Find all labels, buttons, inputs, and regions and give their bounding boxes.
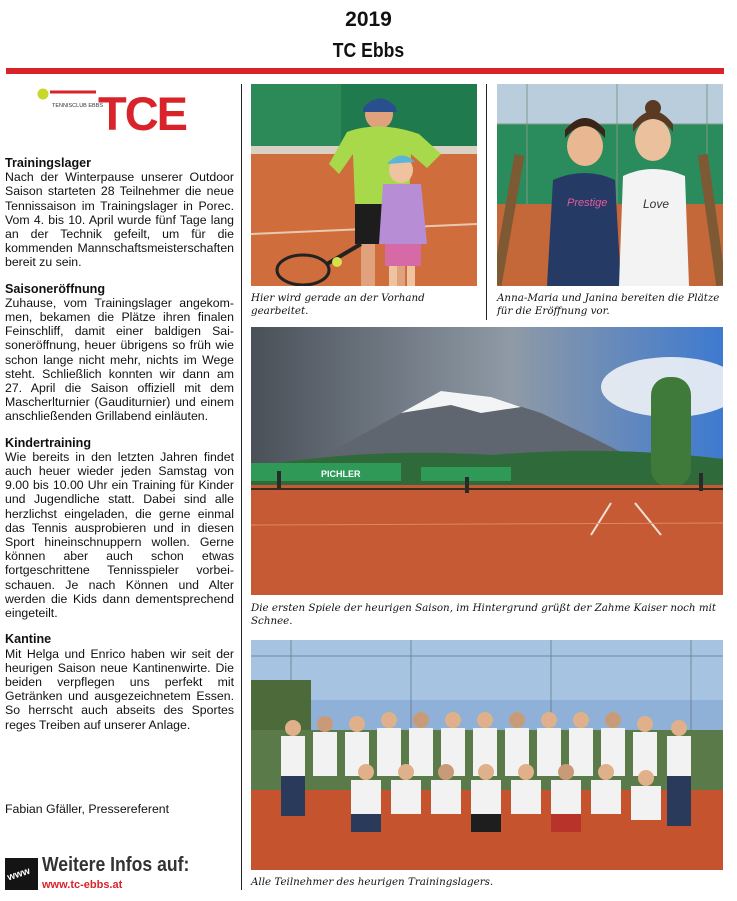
- section-text-kindertraining: Wie bereits in den letzten Jahren findet auch heuer wieder jeden Samstag von 9.00 bis 10.00 Uhr ein Training für Kinder und Jugendliche statt. Dabei sind alle herzlichst eingeladen, die gerne einmal das Tennis ausprobieren und in diesen Sport hineinschnuppern wollen. Gerne können aber auch schon etwas fortgeschrittene Tennisspieler vorbeischauen. Je nach Können und Alter werden die Kids dann dementsprechend eingeteilt.: [5, 449, 234, 621]
- photo-courts-mountain: [251, 327, 723, 595]
- header-divider: [6, 68, 724, 74]
- photo-caption-girls: Anna-Maria und Janina bereiten die Plätze für die Eröffnung vor.: [497, 292, 720, 317]
- more-info-label: Weitere Infos auf:: [42, 854, 190, 876]
- photo-caption-group: Alle Teilnehmer des heurigen Trainingslagers.: [251, 876, 494, 888]
- page-year: 2019: [345, 8, 392, 31]
- website-link[interactable]: www.tc-ebbs.at: [42, 879, 123, 891]
- column-divider-photos: [486, 84, 487, 320]
- photo-caption-coach: Hier wird gerade an der Vorhand gearbeitet.: [251, 292, 425, 317]
- club-logo: [36, 84, 196, 136]
- section-text-trainingslager: Nach der Winterpause unserer Outdoor Saison starteten 28 Teilnehmer die neue Tennissaison im Trainingslager in Porec. Vom 4. bis 10. April wurde fünf Tage lang an der Technik gefeilt, um für die kommenden Mannschaftsmeisterschaften bereit zu sein.: [5, 170, 234, 270]
- section-text-kantine: Mit Helga und Enrico haben wir seit der heurigen Saison neue Kantinenwirte. Die beiden verpflegen uns perfekt mit Getränken und ausgezeichnetem Essen. So herrscht auch abseits des Sportes reges Treiben auf unserer Anlage.: [5, 646, 234, 732]
- logo-big-text: TCE: [98, 87, 186, 136]
- photo-two-girls: [497, 84, 723, 286]
- section-title-kantine: Kantine: [5, 632, 52, 647]
- section-title-kindertraining: Kindertraining: [5, 435, 92, 450]
- article-text: [5, 156, 234, 744]
- www-label: www: [6, 865, 32, 884]
- tennis-ball-icon: [38, 89, 49, 100]
- page-title: TC Ebbs: [332, 40, 405, 62]
- shirt-text-right: Love: [643, 197, 670, 211]
- logo-small-text: TENNISCLUB EBBS: [52, 103, 104, 109]
- banner-text: PICHLER: [321, 469, 361, 479]
- author-credit: Fabian Gfäller, Pressereferent: [5, 802, 170, 816]
- column-divider-left: [241, 84, 242, 890]
- shirt-text-left: Prestige: [567, 197, 608, 209]
- photo-caption-courts: Die ersten Spiele der heurigen Saison, im Hintergrund grüßt der Zahme Kaiser noch mit Schnee.: [251, 602, 717, 627]
- photo-group: [251, 640, 723, 870]
- www-icon: [5, 858, 38, 890]
- section-text-saisoneroeffnung: Zuhause, vom Trainingslager angekommen, bekamen die Plätze ihren finalen Feinschliff, damit einer baldigen Saisoneröffnung, heuer übrigens so früh wie schon lange nicht mehr, nichts im Wege steht. Schließlich konnten wir dann am 27. April die Saison offiziell mit dem Mascherlturnier (Gauditurnier) und einem anschließenden Grillabend einläuten.: [5, 295, 234, 424]
- section-title-saisoneroeffnung: Saisoneröffnung: [5, 281, 106, 296]
- photo-coach-child: [251, 84, 477, 286]
- section-title-trainingslager: Trainingslager: [5, 156, 92, 170]
